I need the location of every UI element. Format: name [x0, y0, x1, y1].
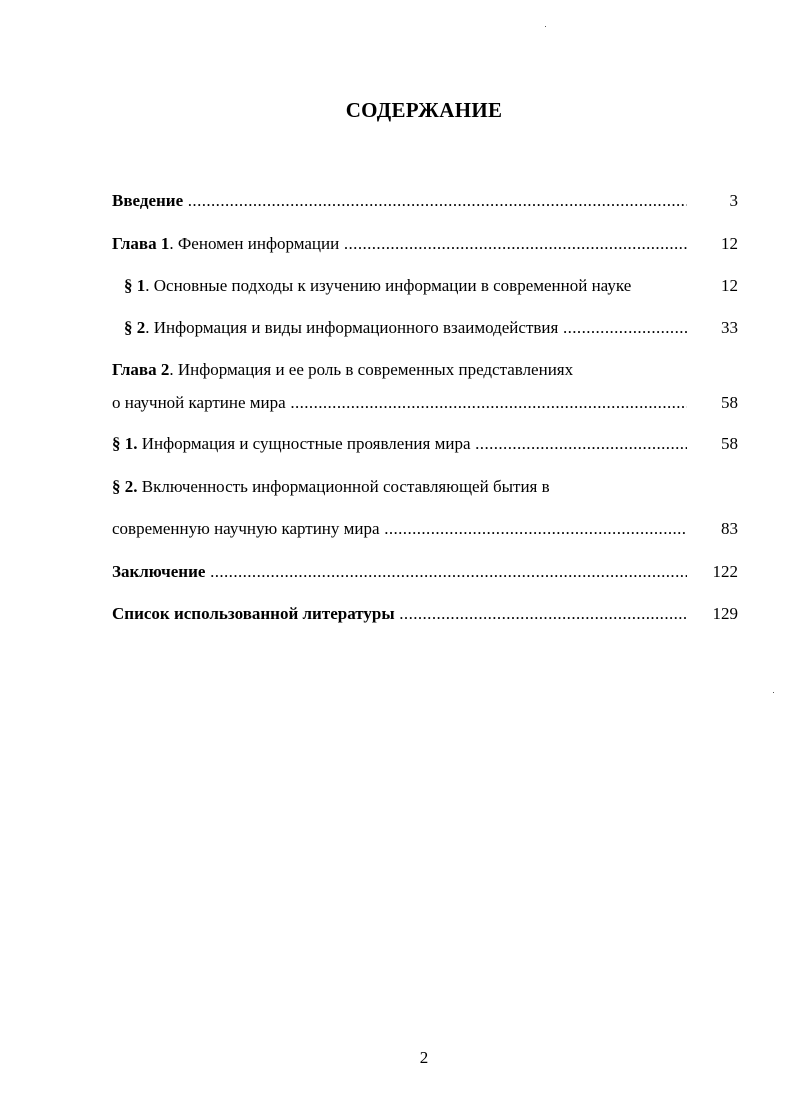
toc-entry-bibliography[interactable]	[0, 603, 794, 625]
page-number: 2	[419, 1048, 429, 1067]
toc-entry-label: § 1	[124, 276, 146, 295]
toc-entry-introduction[interactable]	[0, 190, 794, 212]
toc-page-number: 83	[721, 519, 738, 538]
toc-entry-chapter-1[interactable]	[0, 233, 794, 255]
toc-entry-chapter-1-section-1[interactable]	[0, 275, 794, 297]
toc-entry-label: § 2	[124, 318, 146, 337]
toc-entry-chapter-2[interactable]	[0, 359, 794, 381]
toc-entry-text: о научной картине мира	[112, 393, 286, 412]
toc-entry-conclusion[interactable]	[0, 561, 794, 583]
toc-page-number: 12	[721, 276, 738, 295]
toc-entry-text: . Основные подходы к изучению информации в современной науке	[145, 276, 632, 295]
toc-entry-chapter-2-section-1[interactable]	[0, 433, 794, 455]
toc-page-number: 58	[721, 434, 738, 453]
toc-page-number: 33	[721, 318, 738, 337]
toc-entry-label: Заключение	[112, 562, 206, 581]
toc-entry-text: Включенность информационной составляющей бытия в	[137, 477, 550, 496]
page-title: СОДЕРЖАНИЕ	[345, 98, 503, 122]
toc-entry-label: Введение	[112, 191, 184, 210]
toc-page-number: 122	[712, 562, 738, 581]
toc-entry-chapter-2-section-2-continued[interactable]	[0, 518, 794, 540]
toc-entry-chapter-1-section-2[interactable]	[0, 317, 794, 339]
toc-page-number: 58	[721, 393, 738, 412]
toc-entry-text: современную научную картину мира	[112, 519, 380, 538]
toc-entry-label: § 1.	[112, 434, 138, 453]
toc-entry-chapter-2-continued[interactable]	[0, 392, 794, 414]
toc-entry-label: Список использованной литературы	[112, 604, 395, 623]
toc-entry-text: Информация и сущностные проявления мира	[137, 434, 471, 453]
toc-entry-label: Глава 2	[112, 360, 170, 379]
toc-entry-chapter-2-section-2[interactable]	[0, 476, 794, 498]
toc-entry-text: . Информация и ее роль в современных представлениях	[169, 360, 574, 379]
toc-entry-label: Глава 1	[112, 234, 170, 253]
toc-page-number: 3	[729, 191, 738, 210]
toc-entry-text: . Феномен информации	[169, 234, 340, 253]
toc-entry-text: . Информация и виды информационного взаимодействия	[145, 318, 559, 337]
toc-page-number: 129	[712, 604, 738, 623]
toc-entry-label: § 2.	[112, 477, 138, 496]
toc-page-number: 12	[721, 234, 738, 253]
